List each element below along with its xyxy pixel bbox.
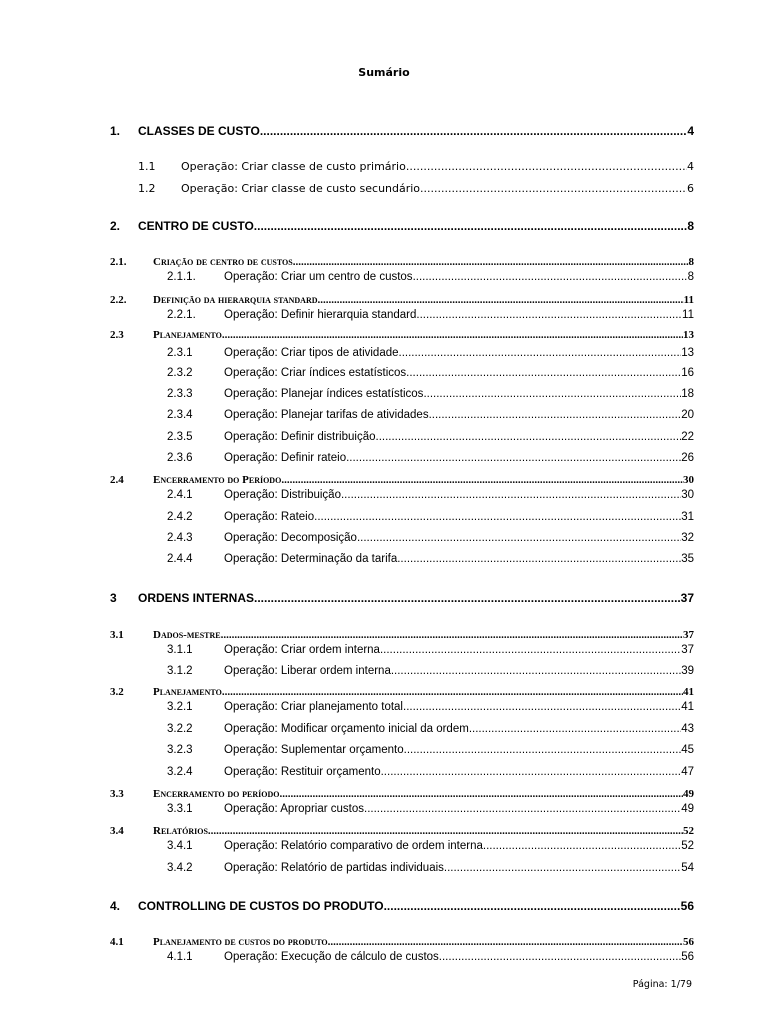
- toc-entry[interactable]: [0, 294, 768, 310]
- toc-entry-body: [153, 294, 694, 306]
- toc-entry-title: Operação: Modificar orçamento inicial da ordem: [224, 723, 469, 735]
- toc-entry-number: 2.2.: [110, 294, 127, 306]
- toc-entry-number: 2.2.1.: [167, 309, 196, 321]
- toc-entry-page: 13: [683, 329, 694, 341]
- toc-entry-body: [153, 936, 694, 948]
- toc-entry-title: Operação: Distribuição: [224, 489, 341, 501]
- toc-entry[interactable]: [0, 489, 768, 505]
- toc-entry-number: 2.4.2: [167, 511, 193, 523]
- toc-dot-leader: [384, 899, 681, 913]
- toc-entry[interactable]: [0, 182, 768, 198]
- toc-entry-number: 3.2.3: [167, 744, 193, 756]
- toc-entry-title: Planejamento de custos do produto: [153, 936, 328, 948]
- toc-entry-title: CENTRO DE CUSTO: [138, 219, 254, 233]
- toc-entry-body: [224, 271, 694, 283]
- toc-entry-title: Operação: Liberar ordem interna: [224, 665, 391, 677]
- toc-entry[interactable]: [0, 629, 768, 645]
- toc-dot-leader: [439, 951, 681, 963]
- toc-entry[interactable]: [0, 532, 768, 548]
- toc-dot-leader: [314, 511, 681, 523]
- toc-entry-number: 3.1.1: [167, 644, 193, 656]
- toc-entry[interactable]: [0, 840, 768, 856]
- toc-entry-body: [224, 744, 694, 756]
- toc-entry-body: [224, 766, 694, 778]
- toc-entry-body: [224, 388, 694, 400]
- toc-entry-number: 3.2.4: [167, 766, 193, 778]
- toc-entry-body: [138, 591, 694, 605]
- toc-entry-title: Operação: Apropriar custos: [224, 803, 364, 815]
- toc-entry[interactable]: [0, 431, 768, 447]
- toc-dot-leader: [222, 329, 683, 341]
- toc-entry[interactable]: [0, 452, 768, 468]
- toc-entry[interactable]: [0, 309, 768, 325]
- toc-dot-leader: [260, 124, 688, 138]
- toc-dot-leader: [403, 701, 681, 713]
- toc-entry-title: Planejamento: [153, 329, 222, 341]
- toc-entry[interactable]: [0, 766, 768, 782]
- toc-dot-leader: [208, 825, 683, 837]
- toc-entry-body: [224, 367, 694, 379]
- toc-dot-leader: [399, 347, 682, 359]
- toc-entry-number: 3.2: [110, 686, 124, 698]
- toc-entry-page: 22: [681, 431, 694, 443]
- toc-entry-body: [224, 840, 694, 852]
- toc-dot-leader: [346, 452, 681, 464]
- toc-entry-number: 3.3: [110, 788, 124, 800]
- toc-entry-body: [153, 686, 694, 698]
- toc-entry[interactable]: [0, 271, 768, 287]
- toc-entry-page: 30: [683, 474, 694, 486]
- toc-entry-title: Operação: Rateio: [224, 511, 315, 523]
- toc-entry-body: [224, 644, 694, 656]
- toc-entry-number: 2.3.3: [167, 388, 193, 400]
- toc-entry-page: 4: [687, 160, 694, 173]
- toc-entry-page: 16: [681, 367, 694, 379]
- toc-entry-title: Operação: Determinação da tarifa: [224, 553, 398, 565]
- toc-entry-page: 41: [683, 686, 694, 698]
- toc-entry-number: 2.3.2: [167, 367, 193, 379]
- toc-entry[interactable]: [0, 723, 768, 739]
- toc-entry-page: 8: [687, 219, 694, 233]
- toc-entry-title: Operação: Relatório de partidas individuais: [224, 862, 444, 874]
- toc-entry-title: ORDENS INTERNAS: [138, 591, 255, 605]
- toc-entry-title: Encerramento do período: [153, 788, 280, 800]
- toc-dot-leader: [222, 686, 683, 698]
- toc-entry[interactable]: [0, 701, 768, 717]
- toc-entry-title: Operação: Restituir orçamento: [224, 766, 381, 778]
- toc-entry-title: Operação: Planejar índices estatísticos: [224, 388, 424, 400]
- toc-entry-body: [138, 899, 694, 913]
- toc-entry-title: Relatórios: [153, 825, 208, 837]
- toc-entry-title: Operação: Relatório comparativo de ordem interna: [224, 840, 483, 852]
- toc-entry-page: 35: [681, 553, 694, 565]
- toc-entry-number: 3.3.1: [167, 803, 193, 815]
- toc-entry-title: Operação: Criar um centro de custos: [224, 271, 413, 283]
- toc-entry-page: 37: [680, 591, 694, 605]
- toc-dot-leader: [380, 644, 681, 656]
- toc-entry-body: [224, 665, 694, 677]
- toc-entry[interactable]: [0, 936, 768, 952]
- toc-entry-page: 52: [681, 840, 694, 852]
- toc-entry[interactable]: [0, 409, 768, 425]
- toc-entry-page: 4: [687, 124, 694, 138]
- toc-dot-leader: [293, 256, 689, 268]
- toc-entry-title: Operação: Execução de cálculo de custos: [224, 951, 439, 963]
- toc-dot-leader: [406, 160, 687, 173]
- toc-entry-title: Operação: Definir hierarquia standard: [224, 309, 417, 321]
- toc-entry-number: 2.3.5: [167, 431, 193, 443]
- toc-dot-leader: [429, 409, 682, 421]
- toc-dot-leader: [444, 862, 681, 874]
- toc-entry[interactable]: [0, 124, 768, 140]
- toc-dot-leader: [281, 474, 683, 486]
- toc-entry-number: 4.1: [110, 936, 124, 948]
- toc-dot-leader: [483, 840, 681, 852]
- toc-entry-number: 2.3.1: [167, 347, 193, 359]
- toc-entry-page: 30: [681, 489, 694, 501]
- toc-dot-leader: [381, 766, 682, 778]
- toc-entry-page: 56: [683, 936, 694, 948]
- toc-entry-body: [224, 723, 694, 735]
- toc-entry-body: [181, 160, 694, 173]
- toc-dot-leader: [469, 723, 681, 735]
- toc-entry[interactable]: [0, 160, 768, 176]
- toc-dot-leader: [391, 665, 681, 677]
- toc-entry[interactable]: [0, 553, 768, 569]
- toc-entry[interactable]: [0, 591, 768, 607]
- page-number-footer: Página: 1/79: [632, 979, 692, 990]
- toc-entry-title: Operação: Criar índices estatísticos: [224, 367, 407, 379]
- toc-entry-body: [224, 951, 694, 963]
- toc-entry-body: [138, 124, 694, 138]
- toc-entry-page: 18: [681, 388, 694, 400]
- toc-dot-leader: [318, 294, 684, 306]
- toc-entry-title: Operação: Criar tipos de atividade: [224, 347, 399, 359]
- toc-entry-page: 49: [683, 788, 694, 800]
- toc-entry-title: Definição da hierarquia standard: [153, 294, 318, 306]
- toc-entry-page: 52: [683, 825, 694, 837]
- page-title: Sumário: [358, 66, 410, 79]
- toc-entry[interactable]: [0, 256, 768, 272]
- toc-entry-title: Operação: Definir distribuição: [224, 431, 376, 443]
- toc-entry[interactable]: [0, 803, 768, 819]
- toc-entry-body: [224, 409, 694, 421]
- toc-entry-title: Dados-mestre: [153, 629, 221, 641]
- toc-entry-title: Operação: Definir rateio: [224, 452, 347, 464]
- toc-entry-page: 26: [681, 452, 694, 464]
- toc-entry[interactable]: [0, 686, 768, 702]
- toc-entry[interactable]: [0, 644, 768, 660]
- toc-entry-body: [181, 182, 694, 195]
- toc-entry[interactable]: [0, 474, 768, 490]
- toc-entry-title: Criação de centro de custos: [153, 256, 293, 268]
- toc-dot-leader: [423, 388, 681, 400]
- toc-entry-page: 13: [681, 347, 694, 359]
- toc-dot-leader: [254, 591, 681, 605]
- toc-dot-leader: [420, 182, 687, 195]
- toc-entry-page: 54: [681, 862, 694, 874]
- toc-entry-title: Operação: Criar classe de custo secundário: [181, 182, 421, 195]
- toc-entry-title: Planejamento: [153, 686, 222, 698]
- toc-entry-body: [153, 788, 694, 800]
- toc-entry-page: 11: [682, 309, 694, 321]
- toc-entry-number: 3: [110, 591, 117, 605]
- toc-dot-leader: [413, 271, 688, 283]
- toc-dot-leader: [221, 629, 683, 641]
- toc-entry[interactable]: [0, 347, 768, 363]
- toc-entry-number: 3.4.1: [167, 840, 193, 852]
- toc-entry-body: [224, 489, 694, 501]
- toc-entry-number: 1.: [110, 124, 121, 138]
- toc-entry[interactable]: [0, 788, 768, 804]
- toc-entry-number: 4.1.1: [167, 951, 193, 963]
- toc-entry-number: 2.3.6: [167, 452, 193, 464]
- toc-entry-title: Operação: Planejar tarifas de atividades: [224, 409, 429, 421]
- toc-entry-body: [224, 862, 694, 874]
- toc-dot-leader: [254, 219, 688, 233]
- toc-entry[interactable]: [0, 825, 768, 841]
- toc-entry-body: [153, 329, 694, 341]
- toc-dot-leader: [397, 553, 681, 565]
- toc-dot-leader: [364, 803, 681, 815]
- toc-entry[interactable]: [0, 899, 768, 915]
- toc-entry[interactable]: [0, 329, 768, 345]
- toc-entry[interactable]: [0, 388, 768, 404]
- toc-entry-number: 2.: [110, 219, 121, 233]
- toc-entry-page: 49: [681, 803, 694, 815]
- toc-entry-number: 2.4: [110, 474, 124, 486]
- toc-entry-number: 2.4.3: [167, 532, 193, 544]
- toc-entry-number: 2.4.4: [167, 553, 193, 565]
- toc-entry-page: 56: [681, 951, 694, 963]
- toc-entry-number: 2.4.1: [167, 489, 193, 501]
- toc-entry-title: Operação: Criar planejamento total: [224, 701, 403, 713]
- toc-entry-page: 20: [681, 409, 694, 421]
- toc-entry-number: 3.2.2: [167, 723, 193, 735]
- toc-entry-page: 11: [683, 294, 694, 306]
- toc-entry[interactable]: [0, 665, 768, 681]
- toc-entry-page: 6: [687, 182, 694, 195]
- toc-entry-body: [224, 347, 694, 359]
- toc-dot-leader: [416, 309, 682, 321]
- toc-entry-page: 8: [688, 256, 694, 268]
- toc-entry-page: 47: [681, 766, 694, 778]
- toc-entry-page: 31: [681, 511, 694, 523]
- toc-entry-number: 3.4: [110, 825, 124, 837]
- toc-entry-page: 32: [681, 532, 694, 544]
- toc-entry-title: Operação: Suplementar orçamento: [224, 744, 404, 756]
- toc-entry-page: 37: [681, 644, 694, 656]
- toc-dot-leader: [341, 489, 681, 501]
- toc-dot-leader: [279, 788, 683, 800]
- toc-dot-leader: [404, 744, 682, 756]
- toc-dot-leader: [328, 936, 683, 948]
- toc-entry-number: 2.3.4: [167, 409, 193, 421]
- toc-entry[interactable]: [0, 744, 768, 760]
- toc-entry-number: 2.1.: [110, 256, 127, 268]
- toc-entry-page: 41: [681, 701, 694, 713]
- toc-entry[interactable]: [0, 862, 768, 878]
- toc-entry-title: Operação: Criar classe de custo primário: [181, 160, 406, 173]
- toc-entry-body: [224, 309, 694, 321]
- toc-entry-page: 37: [683, 629, 694, 641]
- toc-entry-number: 4.: [110, 899, 121, 913]
- toc-entry-title: Operação: Criar ordem interna: [224, 644, 380, 656]
- toc-dot-leader: [406, 367, 681, 379]
- toc-entry-title: Encerramento do Período: [153, 474, 282, 486]
- toc-entry-body: [224, 452, 694, 464]
- toc-entry-body: [153, 825, 694, 837]
- toc-entry-body: [138, 219, 694, 233]
- toc-entry-number: 1.2: [138, 182, 156, 195]
- toc-entry-body: [153, 474, 694, 486]
- toc-entry-body: [153, 256, 694, 268]
- toc-entry-body: [153, 629, 694, 641]
- toc-entry-number: 2.1.1.: [167, 271, 196, 283]
- toc-entry-number: 2.3: [110, 329, 124, 341]
- toc-entry-page: 8: [687, 271, 694, 283]
- toc-dot-leader: [376, 431, 682, 443]
- toc-entry-page: 43: [681, 723, 694, 735]
- toc-entry-number: 3.1: [110, 629, 124, 641]
- toc-entry-body: [224, 532, 694, 544]
- toc-entry-number: 3.4.2: [167, 862, 193, 874]
- toc-entry-page: 39: [681, 665, 694, 677]
- toc-entry-body: [224, 431, 694, 443]
- toc-entry-page: 45: [681, 744, 694, 756]
- toc-entry-number: 3.1.2: [167, 665, 193, 677]
- toc-entry-title: CONTROLLING DE CUSTOS DO PRODUTO: [138, 899, 384, 913]
- toc-entry-title: CLASSES DE CUSTO: [138, 124, 260, 138]
- toc-entry-body: [224, 553, 694, 565]
- toc-entry[interactable]: [0, 367, 768, 383]
- toc-entry-body: [224, 803, 694, 815]
- toc-entry-page: 56: [680, 899, 694, 913]
- toc-entry-number: 1.1: [138, 160, 156, 173]
- toc-entry-body: [224, 511, 694, 523]
- toc-entry[interactable]: [0, 219, 768, 235]
- toc-entry-body: [224, 701, 694, 713]
- toc-dot-leader: [357, 532, 681, 544]
- toc-entry-title: Operação: Decomposição: [224, 532, 357, 544]
- toc-entry-number: 3.2.1: [167, 701, 193, 713]
- toc-entry[interactable]: [0, 511, 768, 527]
- toc-entry[interactable]: [0, 951, 768, 967]
